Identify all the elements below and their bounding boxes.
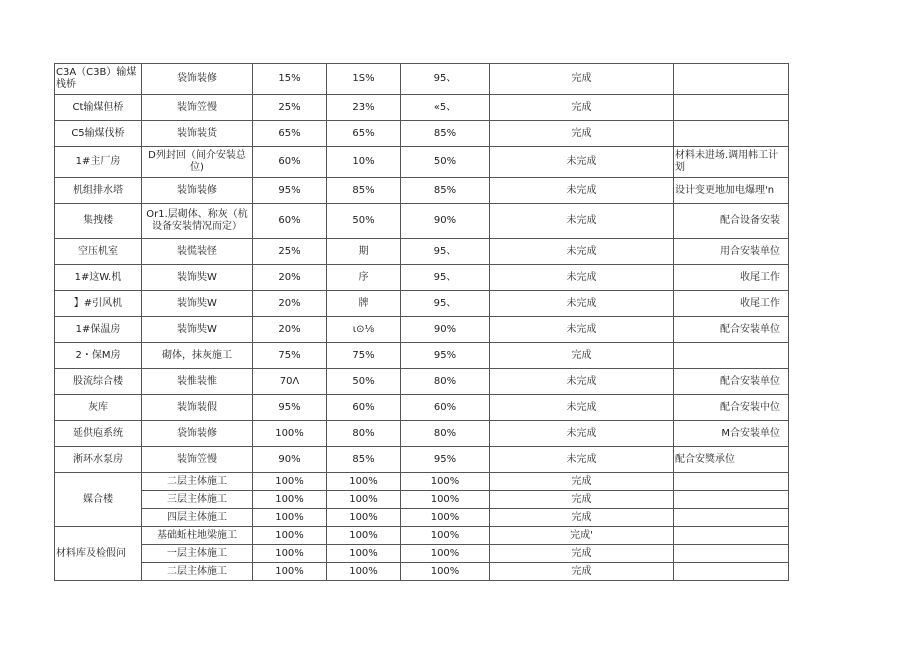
work-item-cell: 装慌装怪 xyxy=(142,239,253,265)
progress-2-cell: 100% xyxy=(327,527,401,545)
note-cell: 收尾工作 xyxy=(674,265,789,291)
status-cell: 完成 xyxy=(490,95,674,121)
progress-1-cell: 60% xyxy=(253,147,327,178)
work-item-cell: 装饰装假 xyxy=(142,395,253,421)
progress-2-cell: 75% xyxy=(327,343,401,369)
progress-1-cell: 25% xyxy=(253,95,327,121)
progress-1-cell: 100% xyxy=(253,421,327,447)
progress-2-cell: 100% xyxy=(327,473,401,491)
status-cell: 完成 xyxy=(490,545,674,563)
table-row xyxy=(55,239,789,265)
project-name-cell: C5输煤伐桥 xyxy=(55,121,142,147)
progress-2-cell: ι⊙⅛ xyxy=(327,317,401,343)
work-item-cell: 装惟装惟 xyxy=(142,369,253,395)
note-cell xyxy=(674,509,789,527)
progress-3-cell: 100% xyxy=(401,509,490,527)
progress-2-cell: 100% xyxy=(327,563,401,581)
work-item-cell: 袋饰装修 xyxy=(142,64,253,95)
progress-3-cell: 95、 xyxy=(401,265,490,291)
progress-3-cell: 95% xyxy=(401,343,490,369)
work-item-cell: 装饰奘W xyxy=(142,317,253,343)
status-cell: 未完成 xyxy=(490,239,674,265)
progress-3-cell: 95、 xyxy=(401,239,490,265)
status-cell: 未完成 xyxy=(490,395,674,421)
note-cell xyxy=(674,343,789,369)
work-item-cell: 基础蚯柱地梁施工 xyxy=(142,527,253,545)
progress-3-cell: 95、 xyxy=(401,291,490,317)
progress-2-cell: 65% xyxy=(327,121,401,147)
table-row xyxy=(55,509,789,527)
note-cell xyxy=(674,563,789,581)
note-cell: 材料未进场.调用帏工计划 xyxy=(674,147,789,178)
progress-2-cell: 10% xyxy=(327,147,401,178)
work-item-cell: 四层主体施工 xyxy=(142,509,253,527)
table-row xyxy=(55,291,789,317)
status-cell: 未完成 xyxy=(490,265,674,291)
note-cell xyxy=(674,527,789,545)
project-name-cell: C3A（C3B）输煤栈桥 xyxy=(55,64,142,95)
progress-2-cell: 50% xyxy=(327,204,401,239)
table-row xyxy=(55,491,789,509)
work-item-cell: 二层主体施工 xyxy=(142,473,253,491)
progress-1-cell: 20% xyxy=(253,317,327,343)
status-cell: 完成 xyxy=(490,64,674,95)
table-row xyxy=(55,473,789,491)
table-row xyxy=(55,147,789,178)
note-cell: 收尾工作 xyxy=(674,291,789,317)
work-item-cell: 二层主体施工 xyxy=(142,563,253,581)
project-name-cell: 集拽楼 xyxy=(55,204,142,239)
progress-3-cell: 80% xyxy=(401,421,490,447)
table-row xyxy=(55,178,789,204)
status-cell: 完成' xyxy=(490,527,674,545)
status-cell: 未完成 xyxy=(490,421,674,447)
table-row xyxy=(55,317,789,343)
progress-1-cell: 20% xyxy=(253,265,327,291)
project-name-cell: 淅环水泵房 xyxy=(55,447,142,473)
progress-3-cell: 60% xyxy=(401,395,490,421)
work-item-cell: 装饰奘W xyxy=(142,291,253,317)
progress-table-body xyxy=(55,64,789,581)
status-cell: 未完成 xyxy=(490,317,674,343)
progress-2-cell: 期 xyxy=(327,239,401,265)
status-cell: 完成 xyxy=(490,509,674,527)
work-item-cell: 装饰笠慢 xyxy=(142,447,253,473)
note-cell: 配合安装中位 xyxy=(674,395,789,421)
progress-2-cell: 牌 xyxy=(327,291,401,317)
progress-3-cell: 100% xyxy=(401,545,490,563)
table-row xyxy=(55,395,789,421)
progress-3-cell: 100% xyxy=(401,563,490,581)
table-row xyxy=(55,121,789,147)
status-cell: 未完成 xyxy=(490,147,674,178)
project-name-cell: 机组排水塔 xyxy=(55,178,142,204)
work-item-cell: 三层主体施工 xyxy=(142,491,253,509)
progress-3-cell: 85% xyxy=(401,121,490,147)
progress-1-cell: 100% xyxy=(253,509,327,527)
progress-2-cell: 50% xyxy=(327,369,401,395)
note-cell xyxy=(674,545,789,563)
work-item-cell: 装饰笠慢 xyxy=(142,95,253,121)
progress-3-cell: 95、 xyxy=(401,64,490,95)
table-row xyxy=(55,265,789,291)
work-item-cell: 砌体，抹灰施工 xyxy=(142,343,253,369)
note-cell: M合安装单位 xyxy=(674,421,789,447)
note-cell xyxy=(674,473,789,491)
status-cell: 完成 xyxy=(490,343,674,369)
note-cell xyxy=(674,491,789,509)
progress-1-cell: 65% xyxy=(253,121,327,147)
progress-3-cell: 100% xyxy=(401,473,490,491)
status-cell: 未完成 xyxy=(490,178,674,204)
project-name-cell: 延供庖系统 xyxy=(55,421,142,447)
progress-1-cell: 70Λ xyxy=(253,369,327,395)
progress-3-cell: «5、 xyxy=(401,95,490,121)
note-cell: 配合安装单位 xyxy=(674,369,789,395)
status-cell: 完成 xyxy=(490,473,674,491)
progress-3-cell: 90% xyxy=(401,317,490,343)
progress-1-cell: 15% xyxy=(253,64,327,95)
status-cell: 未完成 xyxy=(490,204,674,239)
group-name-cell: 媒合楼 xyxy=(55,473,142,527)
progress-1-cell: 100% xyxy=(253,491,327,509)
note-cell: 配合安装单位 xyxy=(674,317,789,343)
work-item-cell: Or1.层砌体、称灰（杭设备安装情况而定） xyxy=(142,204,253,239)
project-name-cell: 空压机室 xyxy=(55,239,142,265)
progress-1-cell: 95% xyxy=(253,395,327,421)
progress-1-cell: 100% xyxy=(253,473,327,491)
group-name-cell: 材料库及检假问 xyxy=(55,527,142,581)
progress-3-cell: 50% xyxy=(401,147,490,178)
table-row xyxy=(55,421,789,447)
status-cell: 未完成 xyxy=(490,369,674,395)
table-row xyxy=(55,563,789,581)
note-cell xyxy=(674,64,789,95)
project-name-cell: 灰库 xyxy=(55,395,142,421)
note-cell: 设计变更地加电爆理'n xyxy=(674,178,789,204)
project-name-cell: 2・保M房 xyxy=(55,343,142,369)
progress-2-cell: 60% xyxy=(327,395,401,421)
progress-2-cell: 23% xyxy=(327,95,401,121)
progress-1-cell: 100% xyxy=(253,527,327,545)
project-name-cell: Ct输煤但桥 xyxy=(55,95,142,121)
table-row xyxy=(55,64,789,95)
note-cell xyxy=(674,121,789,147)
work-item-cell: 袋饰装修 xyxy=(142,421,253,447)
progress-1-cell: 95% xyxy=(253,178,327,204)
note-cell xyxy=(674,95,789,121)
progress-3-cell: 80% xyxy=(401,369,490,395)
table-row xyxy=(55,343,789,369)
table-row xyxy=(55,447,789,473)
status-cell: 未完成 xyxy=(490,447,674,473)
project-name-cell: 股流综合楼 xyxy=(55,369,142,395)
table-row xyxy=(55,527,789,545)
work-item-cell: D列封回（间介安装总位) xyxy=(142,147,253,178)
table-row xyxy=(55,204,789,239)
status-cell: 完成 xyxy=(490,563,674,581)
progress-2-cell: 85% xyxy=(327,447,401,473)
project-name-cell: 】#引风机 xyxy=(55,291,142,317)
progress-3-cell: 90% xyxy=(401,204,490,239)
progress-3-cell: 100% xyxy=(401,491,490,509)
project-name-cell: 1#保温房 xyxy=(55,317,142,343)
progress-1-cell: 20% xyxy=(253,291,327,317)
progress-1-cell: 100% xyxy=(253,545,327,563)
progress-2-cell: 序 xyxy=(327,265,401,291)
progress-table xyxy=(54,63,789,581)
progress-2-cell: 100% xyxy=(327,545,401,563)
work-item-cell: 装饰装货 xyxy=(142,121,253,147)
progress-2-cell: 100% xyxy=(327,491,401,509)
note-cell: 配合设备安装 xyxy=(674,204,789,239)
table-row xyxy=(55,369,789,395)
table-row xyxy=(55,545,789,563)
progress-1-cell: 75% xyxy=(253,343,327,369)
table-row xyxy=(55,95,789,121)
work-item-cell: 装饰奘W xyxy=(142,265,253,291)
progress-1-cell: 25% xyxy=(253,239,327,265)
project-name-cell: 1#这W.机 xyxy=(55,265,142,291)
project-name-cell: 1#主厂房 xyxy=(55,147,142,178)
progress-1-cell: 100% xyxy=(253,563,327,581)
note-cell: 配合安獎承位 xyxy=(674,447,789,473)
progress-3-cell: 95% xyxy=(401,447,490,473)
work-item-cell: 装饰装修 xyxy=(142,178,253,204)
progress-2-cell: 100% xyxy=(327,509,401,527)
status-cell: 完成 xyxy=(490,491,674,509)
note-cell: 用合安装单位 xyxy=(674,239,789,265)
progress-2-cell: 1S% xyxy=(327,64,401,95)
progress-1-cell: 90% xyxy=(253,447,327,473)
progress-1-cell: 60% xyxy=(253,204,327,239)
status-cell: 完成 xyxy=(490,121,674,147)
progress-2-cell: 85% xyxy=(327,178,401,204)
status-cell: 未完成 xyxy=(490,291,674,317)
work-item-cell: 一层主体施工 xyxy=(142,545,253,563)
progress-2-cell: 80% xyxy=(327,421,401,447)
progress-3-cell: 100% xyxy=(401,527,490,545)
progress-3-cell: 85% xyxy=(401,178,490,204)
